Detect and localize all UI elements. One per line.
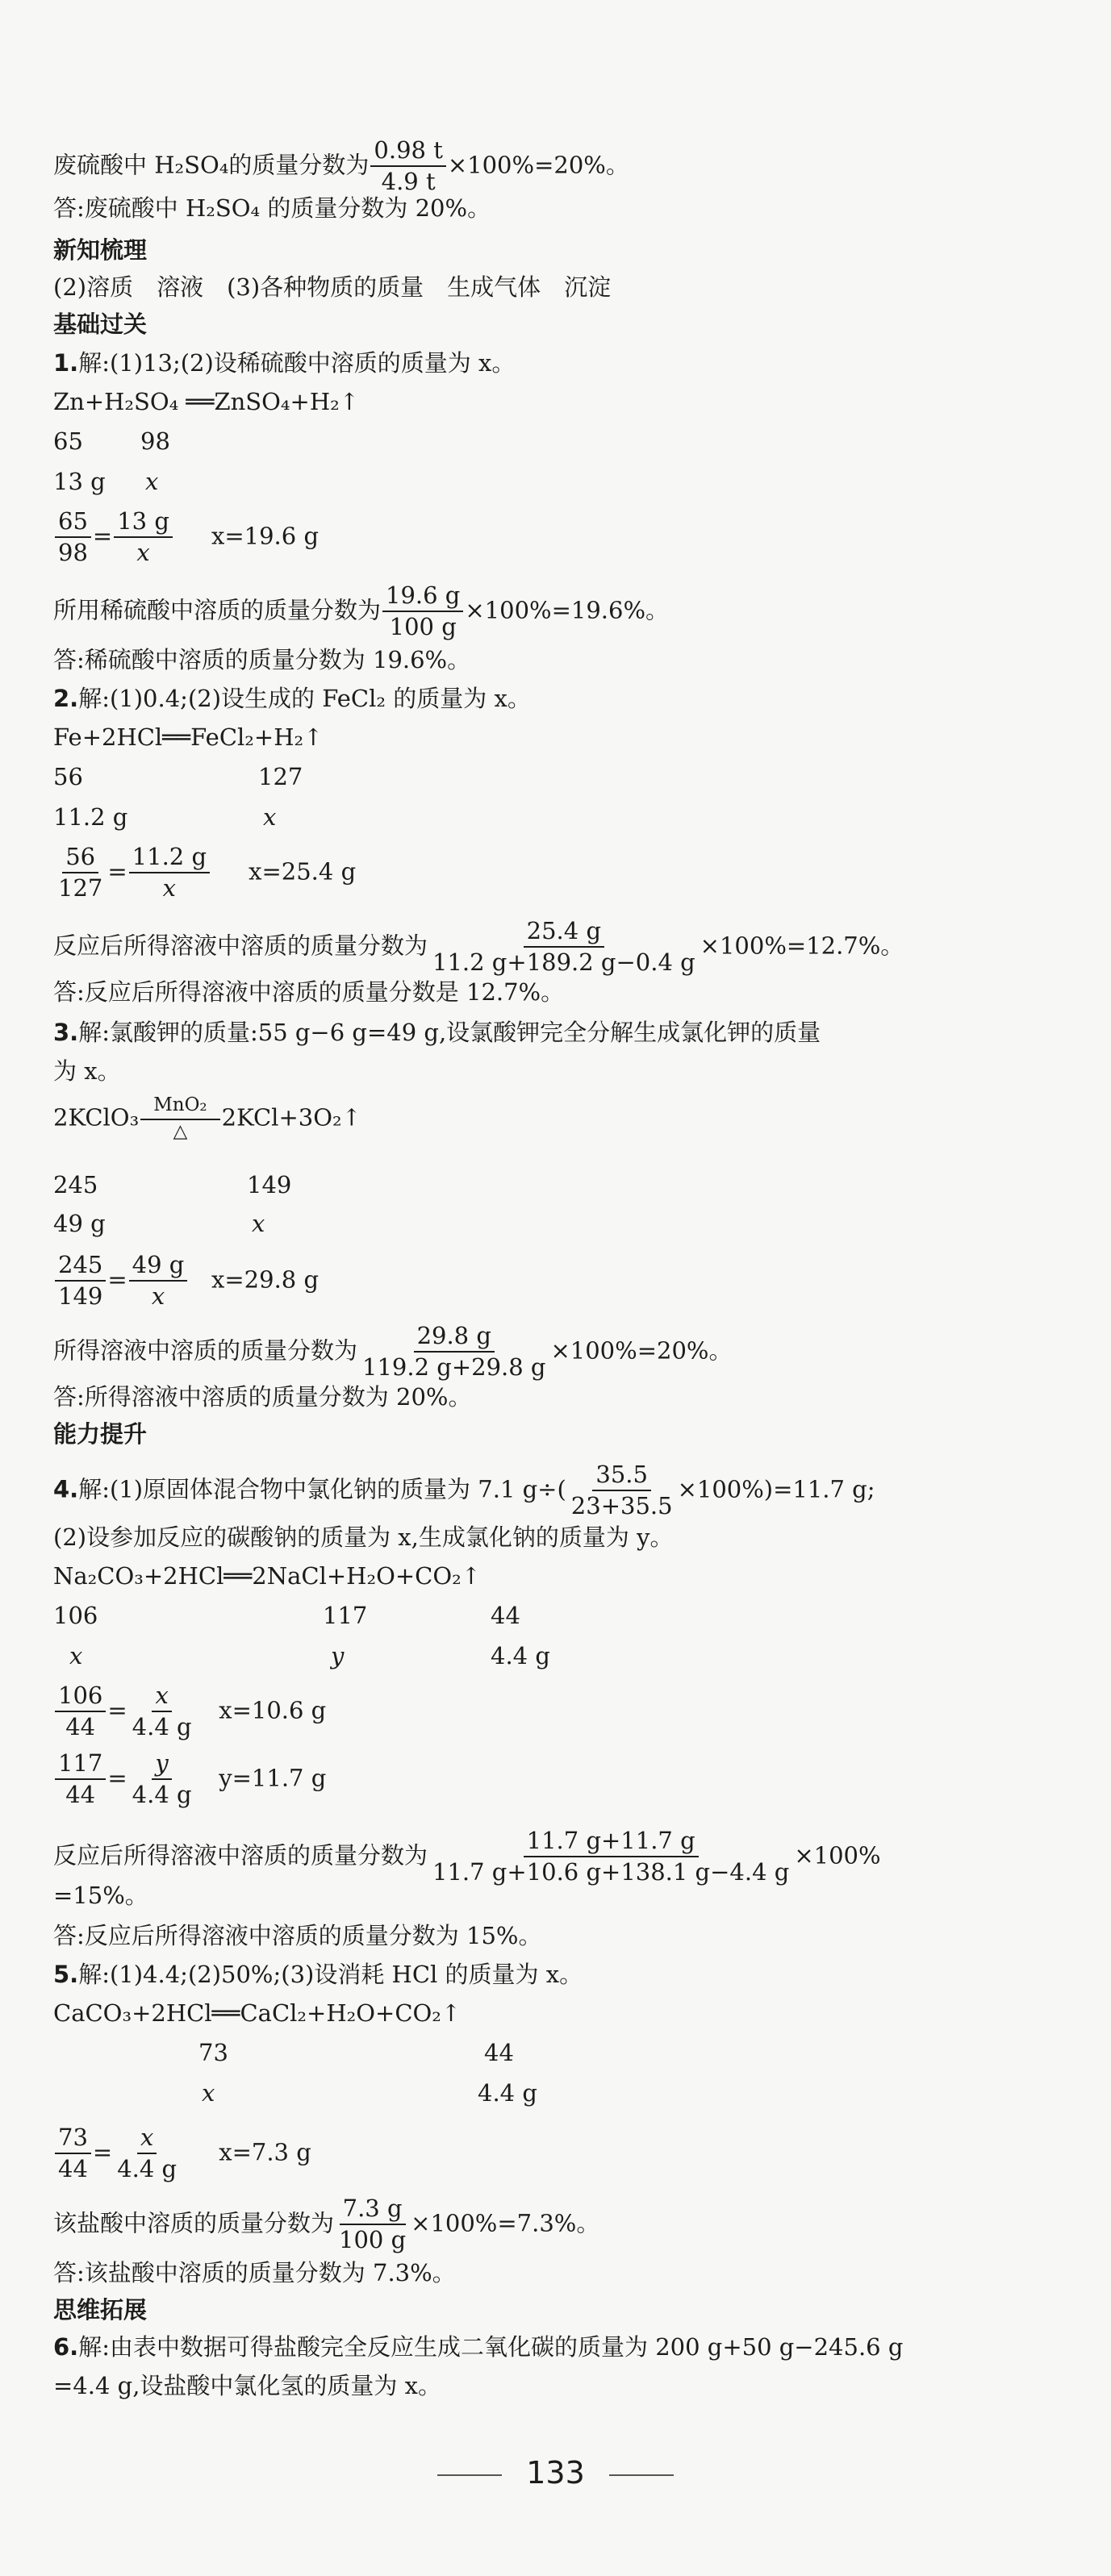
q6-intro-cont: =4.4 g,设盐酸中氯化氢的质量为 x。 [53, 2372, 441, 2399]
q2-unknown: x [263, 803, 277, 831]
q2-mass-ratio: 127 [258, 763, 303, 790]
q4-equation: Na₂CO₃+2HCl══2NaCl+H₂O+CO₂↑ [53, 1562, 482, 1590]
numerator: 25.4 g [524, 918, 604, 948]
question-number: 2. [53, 685, 79, 712]
text: 解:(1)原固体混合物中氯化钠的质量为 7.1 g÷( [78, 1475, 566, 1503]
q4-calc [53, 1828, 881, 1886]
q4-unknown-x: x [69, 1642, 83, 1669]
fraction [429, 918, 699, 977]
q2-equation: Fe+2HCl══FeCl₂+H₂↑ [53, 723, 324, 751]
denominator: 11.2 g+189.2 g−0.4 g [432, 948, 695, 977]
q3-mass-ratio: 245 [53, 1171, 98, 1198]
numerator: 245 [55, 1252, 106, 1282]
text: 解:由表中数据可得盐酸完全反应生成二氧化碳的质量为 200 g+50 g−245.6 g [78, 2333, 904, 2361]
denominator: 4.4 g [132, 1781, 192, 1809]
q5-given: 4.4 g [478, 2079, 537, 2107]
q3-intro [53, 1018, 821, 1047]
q1-given: 13 g [53, 468, 106, 495]
xinzhi-line: (2)溶质 溶液 (3)各种物质的质量 生成气体 沉淀 [53, 273, 612, 301]
fraction [359, 1323, 549, 1382]
text: 所得溶液中溶质的质量分数为 [53, 1336, 358, 1365]
numerator: 19.6 g [382, 582, 463, 612]
result: x=10.6 g [219, 1696, 327, 1724]
question-number: 6. [53, 2333, 79, 2361]
page-number-text: 133 [526, 2455, 585, 2491]
q6-intro [53, 2332, 903, 2361]
q4-calc-cont: =15%。 [53, 1882, 148, 1909]
result: x=7.3 g [219, 2138, 311, 2166]
text: 废硫酸中 H₂SO₄的质量分数为 [53, 151, 370, 179]
numerator: 106 [55, 1682, 106, 1712]
divider [437, 2474, 502, 2476]
text: 解:(1)4.4;(2)50%;(3)设消耗 HCl 的质量为 x。 [78, 1961, 583, 1988]
intro-answer: 答:废硫酸中 H₂SO₄ 的质量分数为 20%。 [53, 194, 491, 222]
q1-intro [53, 348, 515, 377]
section-heading-jichu: 基础过关 [53, 311, 148, 338]
q4-proportion-x: $\frac{106}{44}$ = $\frac{x}{4.4 g}$ x=10.6 g [53, 1682, 326, 1741]
text: ×100%=7.3%。 [411, 2209, 600, 2237]
fraction [129, 1750, 195, 1809]
section-heading-nengli: 能力提升 [53, 1420, 148, 1448]
fraction [55, 844, 106, 902]
catalyst: MnO₂ [140, 1095, 219, 1120]
fraction [336, 2195, 409, 2254]
text: 解:氯酸钾的质量:55 g−6 g=49 g,设氯酸钾完全分解生成氯化钾的质量 [78, 1019, 821, 1046]
numerator: 56 [62, 844, 98, 873]
numerator: 35.5 [592, 1461, 651, 1491]
q4-line2: (2)设参加反应的碳酸钠的质量为 x,生成氯化钠的质量为 y。 [53, 1524, 674, 1551]
denominator: 100 g [339, 2226, 407, 2254]
question-number: 5. [53, 1961, 79, 1988]
section-heading-xinzhi: 新知梳理 [53, 236, 148, 264]
q3-mass-ratio: 149 [247, 1171, 292, 1198]
q1-mass-ratio: 98 [140, 427, 170, 455]
fraction [129, 844, 210, 902]
denominator: 4.9 t [381, 168, 436, 196]
q2-proportion: $\frac{56}{127}$ = $\frac{11.2 g}{x}$ x=25.4 g [53, 844, 356, 902]
result: x=25.4 g [249, 857, 357, 886]
text: 解:(1)0.4;(2)设生成的 FeCl₂ 的质量为 x。 [78, 685, 531, 712]
q2-given: 11.2 g [53, 803, 128, 831]
text: 解:(1)13;(2)设稀硫酸中溶质的质量为 x。 [78, 349, 516, 377]
denominator: 4.4 g [117, 2155, 178, 2183]
fraction [370, 137, 445, 196]
text: ×100%=19.6%。 [465, 596, 670, 624]
q5-intro [53, 1960, 583, 1989]
text: 反应后所得溶液中溶质的质量分数为 [53, 1841, 428, 1869]
denominator: 98 [58, 539, 88, 567]
q4-answer: 答:反应后所得溶液中溶质的质量分数为 15%。 [53, 1922, 542, 1949]
fraction [114, 2124, 180, 2183]
numerator: 49 g [129, 1252, 188, 1282]
q1-mass-ratio: 65 [53, 427, 83, 455]
q1-proportion: $\frac{65}{98}$ = $\frac{13 g}{x}$ x=19.6 g [53, 508, 319, 567]
section-heading-siwei: 思维拓展 [53, 2296, 148, 2324]
fraction [55, 508, 91, 567]
numerator: 117 [55, 1750, 106, 1780]
reaction-condition [140, 1095, 219, 1143]
q3-answer: 答:所得溶液中溶质的质量分数为 20%。 [53, 1383, 472, 1411]
q4-proportion-y: $\frac{117}{44}$ = $\frac{y}{4.4 g}$ y=11.7 g [53, 1750, 326, 1809]
fraction [129, 1682, 195, 1741]
denominator: 44 [58, 2155, 88, 2183]
numerator: 13 g [114, 508, 173, 538]
question-number: 3. [53, 1019, 79, 1046]
fraction [429, 1828, 792, 1886]
numerator: 7.3 g [340, 2195, 406, 2225]
denominator: 4.4 g [132, 1713, 192, 1741]
text: ×100%)=11.7 g; [677, 1475, 875, 1503]
q3-proportion: $\frac{245}{149}$ = $\frac{49 g}{x}$ x=29.8 g [53, 1252, 319, 1311]
q2-calc [53, 918, 904, 977]
numerator: x [137, 2124, 157, 2154]
text: ×100% [794, 1841, 881, 1869]
result: x=19.6 g [211, 522, 320, 550]
fraction [114, 508, 173, 567]
denominator: 100 g [389, 613, 457, 641]
denominator: 149 [58, 1282, 103, 1311]
denominator: x [151, 1282, 165, 1311]
q1-calc [53, 582, 669, 641]
denominator: 119.2 g+29.8 g [362, 1353, 546, 1382]
result: x=29.8 g [211, 1265, 320, 1294]
page-number [0, 2455, 1111, 2491]
q4-mass-ratio: 117 [323, 1602, 368, 1629]
q5-answer: 答:该盐酸中溶质的质量分数为 7.3%。 [53, 2259, 456, 2286]
text: 反应后所得溶液中溶质的质量分数为 [53, 932, 428, 960]
text: ×100%=20%。 [550, 1336, 733, 1365]
fraction [55, 1682, 106, 1741]
q1-unknown: x [145, 468, 159, 495]
q5-unknown: x [202, 2079, 215, 2107]
q2-answer: 答:反应后所得溶液中溶质的质量分数是 12.7%。 [53, 978, 565, 1006]
question-number: 4. [53, 1475, 79, 1503]
text: 该盐酸中溶质的质量分数为 [53, 2209, 335, 2237]
q3-unknown: x [252, 1210, 265, 1237]
q4-mass-ratio: 106 [53, 1602, 98, 1629]
heat-symbol: △ [173, 1121, 188, 1143]
q5-proportion: $\frac{73}{44}$ = $\frac{x}{4.4 g}$ x=7.3 g [53, 2124, 311, 2183]
text: 2KClO₃ [53, 1103, 140, 1132]
q1-equation: Zn+H₂SO₄ ══ZnSO₄+H₂↑ [53, 388, 360, 415]
q2-intro [53, 684, 531, 713]
denominator: x [136, 539, 150, 567]
fraction [568, 1461, 676, 1520]
divider [609, 2474, 674, 2476]
denominator: x [162, 874, 177, 902]
q5-equation: CaCO₃+2HCl══CaCl₂+H₂O+CO₂↑ [53, 1999, 462, 2027]
q5-mass-ratio: 44 [484, 2039, 514, 2066]
denominator: 44 [65, 1713, 96, 1741]
numerator: 11.2 g [129, 844, 210, 873]
denominator: 11.7 g+10.6 g+138.1 g−4.4 g [432, 1858, 790, 1886]
numerator: 65 [55, 508, 91, 538]
q4-intro [53, 1461, 875, 1520]
numerator: y [152, 1750, 171, 1780]
result: y=11.7 g [219, 1764, 327, 1792]
q3-equation [53, 1095, 361, 1143]
fraction [55, 1252, 106, 1311]
denominator: 127 [58, 874, 103, 902]
text: 所用稀硫酸中溶质的质量分数为 [53, 596, 382, 624]
question-number: 1. [53, 349, 79, 377]
text: ×100%=12.7%。 [700, 932, 904, 960]
fraction [55, 1750, 106, 1809]
q5-mass-ratio: 73 [198, 2039, 228, 2066]
q4-unknown-y: y [331, 1642, 345, 1669]
denominator: 23+35.5 [570, 1492, 673, 1520]
intro-line-1 [53, 137, 629, 196]
numerator: 0.98 t [370, 137, 445, 167]
q3-calc [53, 1323, 732, 1382]
fraction [129, 1252, 188, 1311]
numerator: x [152, 1682, 171, 1712]
q4-given: 4.4 g [491, 1642, 550, 1669]
numerator: 11.7 g+11.7 g [524, 1828, 699, 1857]
q2-mass-ratio: 56 [53, 763, 83, 790]
fraction [382, 582, 463, 641]
q3-given: 49 g [53, 1210, 106, 1237]
q5-calc [53, 2195, 599, 2254]
fraction [55, 2124, 91, 2183]
denominator: 44 [65, 1781, 96, 1809]
numerator: 29.8 g [414, 1323, 495, 1353]
numerator: 73 [55, 2124, 91, 2154]
q4-mass-ratio: 44 [491, 1602, 520, 1629]
q3-intro-cont: 为 x。 [53, 1057, 121, 1085]
text: 2KCl+3O₂↑ [221, 1103, 361, 1132]
q1-answer: 答:稀硫酸中溶质的质量分数为 19.6%。 [53, 646, 471, 673]
text: ×100%=20%。 [447, 151, 629, 179]
